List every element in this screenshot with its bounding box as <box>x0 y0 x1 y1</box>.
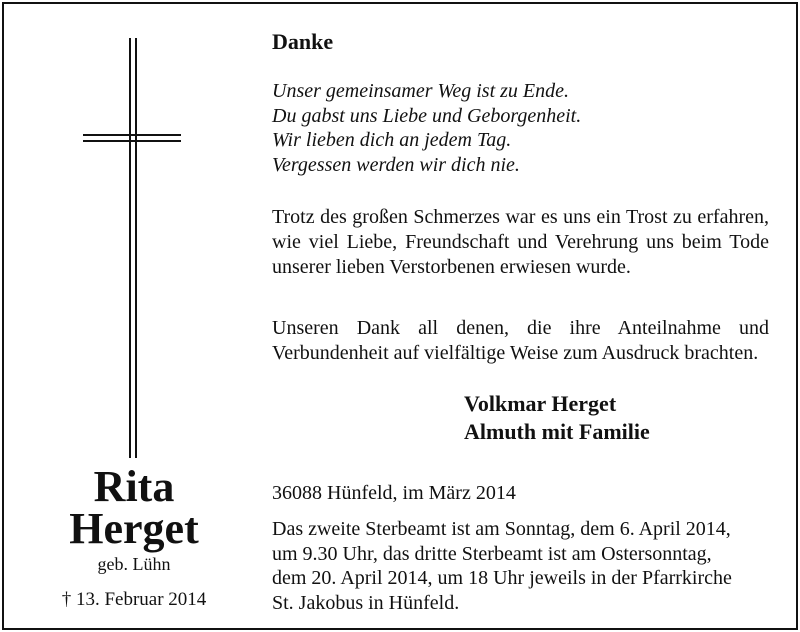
obituary-notice <box>2 2 798 630</box>
poem <box>272 79 769 177</box>
poem-line: Wir lieben dich an jedem Tag. <box>272 129 512 151</box>
place-date: 36088 Hünfeld, im März 2014 <box>272 482 516 504</box>
signers <box>464 390 650 446</box>
poem-line: Unser gemeinsamer Weg ist zu Ende. <box>272 80 570 102</box>
service-notice-line: um 9.30 Uhr, das dritte Sterbeamt ist am Ostersonntag, <box>272 542 712 565</box>
thanks-paragraph: Unseren Dank all denen, die ihre Anteilnahme und Verbundenheit auf vielfältige Weise zum Ausdruck brachten. <box>272 317 769 364</box>
service-notice-line: dem 20. April 2014, um 18 Uhr jeweils in der Pfarrkirche <box>272 567 732 590</box>
deceased-first-name: Rita <box>93 462 175 511</box>
death-date: † 13. Februar 2014 <box>61 589 207 610</box>
heading-danke: Danke <box>272 29 334 54</box>
poem-line: Du gabst uns Liebe und Geborgenheit. <box>272 104 582 127</box>
service-notice-line: St. Jakobus in Hünfeld. <box>272 591 460 614</box>
deceased-last-name: Herget <box>69 504 199 553</box>
service-notice-line: Das zweite Sterbeamt ist am Sonntag, dem 6. April 2014, <box>272 518 731 540</box>
gratitude-paragraph: Trotz des großen Schmerzes war es uns ein Trost zu erfahren, wie viel Liebe, Freundschaft und Verehrung uns beim Tode unserer lieben Verstorbenen erwiesen wurde. <box>272 206 769 278</box>
service-notice <box>272 517 769 615</box>
signer-name: Volkmar Herget <box>464 391 617 416</box>
poem-line: Vergessen werden wir dich nie. <box>272 153 520 176</box>
signer-name: Almuth mit Familie <box>464 419 650 444</box>
maiden-name: geb. Lühn <box>97 554 171 574</box>
